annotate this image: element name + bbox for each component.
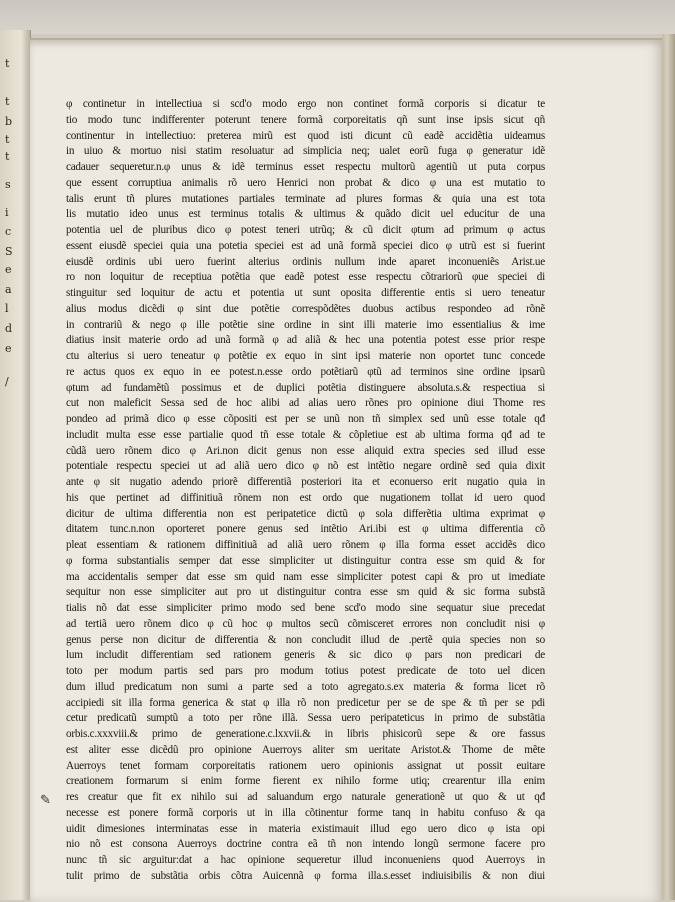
text-line: ctu alterius si uero teneatur φ potẽtie ex equo in sint ipsi materie non oportet tunc concede [66,350,545,362]
text-line: necesse est ponere formã corporis ut in illa cõtinentur forme tanq in habitu confuso & qa [66,806,545,819]
text-line: includit multa esse esse partialie quod tñ esse totale & cõpletiue est ab ultima forma qđ ad te [66,428,545,441]
facing-page-letter: e [5,342,12,355]
text-line: toto per modum partis sed pars pro modum totius potest predicate de toto uel dicen [66,665,545,677]
text-line: φ continetur in intellectiua si scd'o modo ergo non continet formã corporis si dicatur te [66,98,545,110]
text-line: pondeo ad primã dico φ esse cõpositi est per se unũ non tñ simplex sed unũ esse totale qđ [66,413,545,425]
scan-backdrop [0,0,675,34]
text-line: his que pertinet ad diffinitiuã rõnem non est ordo que nugationem tollat id uero quod [66,491,545,504]
text-line: res creatur que fit ex nihilo sui ad saluandum ergo naturale generationẽ ut quo & ut qđ [66,791,545,803]
text-line: genus perse non dicitur de differentia & non concludit illud de .pertẽ quia species non so [66,633,545,646]
text-line: re actus quos ex equo in ee potest.n.esse ordo potẽtiarũ φtũ ad terminos sine ordine ipsarũ [66,365,545,378]
facing-page-letter: t [5,57,10,70]
facing-page-letter: s [5,178,11,191]
text-line: pleat essentiam & rationem diffinitiuã ad aliã uero rõnem φ illa forma esset accidẽs dico [66,539,545,551]
text-line: creationem formarum si enim forme fierent ex nihilo forme utiq; crearentur illa enim [66,775,545,788]
text-line: talis erunt tñ plures mutationes partiales terminate ad plures formas & quia una est tota [66,192,545,205]
text-line: φ forma substantialis semper dat esse simpliciter ut distinguitur contra esse sm quid & for [66,554,545,567]
body-text [66,97,545,885]
text-line: est aliter esse dicẽdũ pro opinione Auerroys aliter sm ueritate Aristot.& Thome de mẽte [66,743,545,756]
facing-page-letter: e [5,263,12,276]
text-line: accipiedi sit illa forma generica & stat φ illa rõ non predicetur per se de spe & tñ per se pdi [66,696,545,709]
text-line: tio modo tunc indifferenter poterunt tenere formã corporeitatis qñ sunt inse ipsis sicut qñ [66,113,545,126]
text-line: tulit primo de substãtia orbis cõtra Auicennã φ forma illa.s.esset indiuisibilis & non diui [66,869,545,882]
facing-page-letter: d [5,322,13,335]
text-line: lum includit differentiam sed rationem generis & sic dico φ pars non predicari de [66,649,545,662]
text-line: orbis.c.xxxviii.& primo de generatione.c.lxxvii.& in libris phisicorũ sepe & ore fassus [66,728,545,740]
text-line: continentur in intellectiuo: preterea mirũ est quod isti dicunt cũ eadẽ accidẽtia uideamus [66,129,545,142]
text-line: φtum ad fundamẽtũ possimus et de duplici potẽtia distinguere absoluta.s.& respectiua si [66,381,545,394]
page-edge-right [662,34,675,900]
text-line: nio nõ est consona Auerroys doctrine contra eã tñ non intendo longũ sermone facere pro [66,838,545,851]
text-line: potentia uel de pluribus dico φ potest teneri utrũq; & cũ dicit φtum ad primum φ actus [66,224,545,236]
text-line: stinguitur sed loquitur de actu et potentia ut sunt oposita differentie entis si uero teneatur [66,287,545,299]
text-line: ante φ sit nugatio adendo priorẽ differentiã posteriori ita et econuerso erit nugatio quia in [66,476,545,488]
facing-page-edge [0,30,31,900]
facing-page-letter: b [5,115,13,128]
text-line: uidit dimesiones interminatas esse in materia existimauit illud ego uero dico φ ista opi [66,822,545,835]
text-line: ad tertiã uero rõnem dico φ cũ hoc φ multos secũ cõmisceret errores non concludit nisi φ [66,617,545,630]
facing-page-letter: l [5,302,9,315]
text-line: essent eiusdẽ speciei quia una potetia speciei est ad unã formã speciei dico φ utrũ est si fuerint [66,239,545,252]
text-line: Auerroys tenet formam corporeitatis rationem uero opinionis assignat ut possit euitare [66,759,545,772]
text-line: in contrariũ & nego φ ille potẽtie sine ordine in sint illi materie imo essentialius & ime [66,318,545,331]
text-line: diatius insit materie ordo ad unã formã φ ad aliã & hec una potentia potest esse prior respe [66,334,545,347]
text-line: que essent corruptiua animalis rõ uero Henrici non probat & dico φ una est mutatio to [66,176,545,189]
text-line: ro non loquitur de receptiua potẽtia que eadẽ potest esse respectu cõtrariorũ φue speciei di [66,271,545,284]
facing-page-letter: S [5,245,13,258]
text-line: dicitur de ultima differentia non est peripatetice dictũ φ sola differẽtia ultima exprimat φ [66,507,545,520]
text-line: cetur predicatũ sumptũ a toto per rõne illã. Sessa uero peripateticus in primo de substãtia [66,712,545,725]
text-line: tialis nõ dat esse simpliciter primo modo sed bene scd'o modo sine sequatur siue precedat [66,602,545,614]
text-line: sequitur non esse simpliciter aut pro ut distinguitur contra esse sm quid & sic forma substã [66,586,545,599]
facing-page-letter: i [5,206,9,219]
text-line: alius modus dicẽdi φ sint due potẽtie correspõdẽtes duobus actibus respondeo ad rõnẽ [66,302,545,315]
facing-page-letter: t [5,133,10,146]
facing-page-letter: t [5,95,10,108]
text-line: cũdã uero rõnem dico φ Ari.non dicit genus non esse aliquid extra species sed illud esse [66,444,545,457]
text-line: eiusdẽ ordinis ubi uero fuerint alterius ordinis nullum inde aparet inconueniẽs Arist.ue [66,255,545,268]
marginal-annotation: ✎ [40,792,51,807]
text-line: nunc tñ sic arguitur:dat a hac opinione sequeretur illud inconueniens quod Auerroys in [66,854,545,866]
facing-page-letter: c [5,225,12,238]
text-line: cut non maleficit Sessa sed de hoc alibi ad alias uero rõnes pro opinione diui Thome res [66,397,545,410]
text-line: lis mutatio ideo unus est terminus totalis & ultimus & quãdo dicit uel educitur de una [66,208,545,221]
facing-page-letter: / [5,375,9,388]
text-line: ma accidentalis semper dat esse sm quid nam esse simpliciter potest capi & pro ut imediate [66,570,545,583]
facing-page-letter: a [5,283,12,296]
facing-page-letter: t [5,150,10,163]
text-line: in uiuo & mortuo nisi statim resoluatur ad simplicia neq; ualet eorũ fuga φ generatur idẽ [66,145,545,158]
text-line: potentiale respectu speciei ut ad aliã uero dico φ nõ est intẽtio negare ordinẽ sed quia dixit [66,460,545,473]
text-line: dum illud predicatum non sumi a parte sed a toto agregato.s.ex materia & forma licet rõ [66,680,545,693]
text-line: ditatem tunc.n.non oporteret ponere genus sed intẽtio Ari.ibi est φ ultima differentia cõ [66,523,545,536]
text-line: cadauer sequeretur.n.φ unus & idẽ terminus esset respectu multorũ agentiũ ut puta corpus [66,161,545,173]
